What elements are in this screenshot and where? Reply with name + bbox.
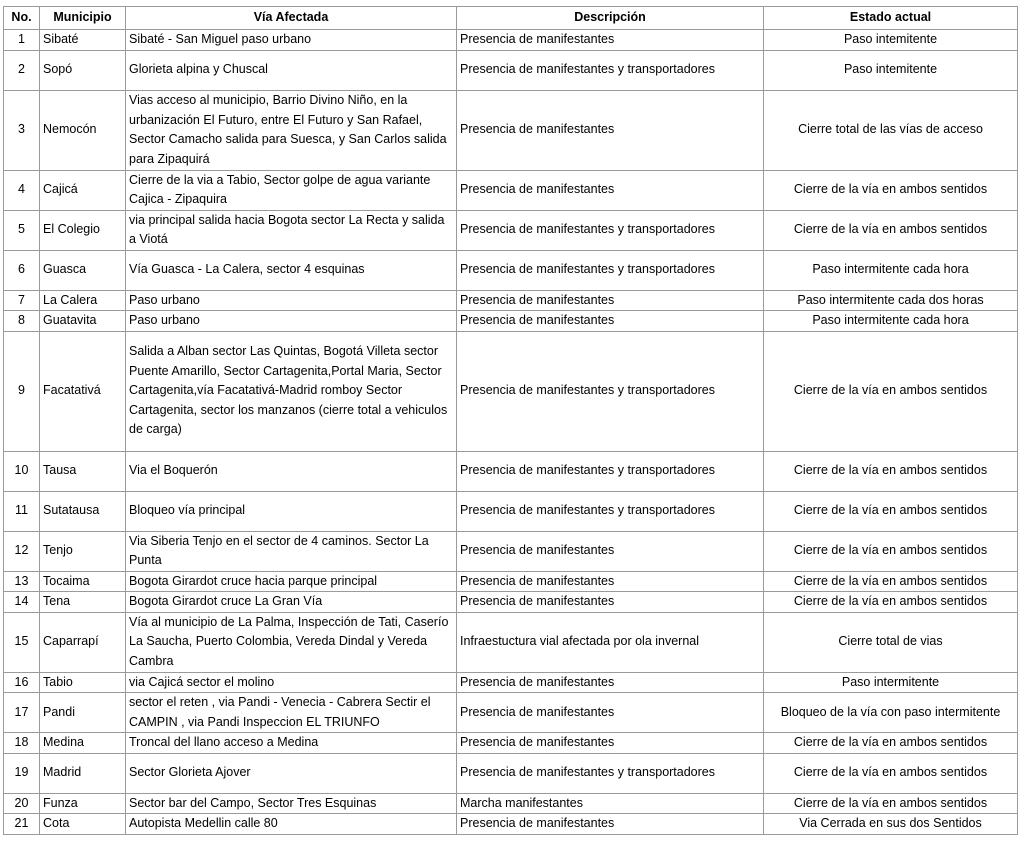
- municipio-cell: Tocaima: [40, 571, 126, 592]
- row-number: 8: [4, 311, 40, 332]
- descripcion-cell: Presencia de manifestantes: [457, 30, 764, 51]
- municipio-cell: Tenjo: [40, 531, 126, 571]
- row-number: 2: [4, 50, 40, 90]
- via-afectada-cell: Paso urbano: [126, 311, 457, 332]
- row-number: 1: [4, 30, 40, 51]
- municipio-cell: Funza: [40, 793, 126, 814]
- table-row: [4, 290, 1018, 311]
- estado-actual-cell: Paso intemitente: [764, 50, 1018, 90]
- estado-actual-cell: Cierre de la vía en ambos sentidos: [764, 210, 1018, 250]
- via-afectada-cell: Salida a Alban sector Las Quintas, Bogotá Villeta sector Puente Amarillo, Sector Cartagenita,Portal Maria, Sector Cartagenita,vía Facatativá-Madrid romboy Sector Cartagenita, sector los manzanos (cierre total a vehiculos de carga): [126, 331, 457, 451]
- estado-actual-cell: Cierre de la vía en ambos sentidos: [764, 571, 1018, 592]
- via-afectada-cell: via Cajicá sector el molino: [126, 672, 457, 693]
- via-afectada-cell: Vía Guasca - La Calera, sector 4 esquinas: [126, 250, 457, 290]
- table-row: [4, 170, 1018, 210]
- table-row: [4, 311, 1018, 332]
- table-body: [4, 30, 1018, 835]
- via-afectada-cell: Vía al municipio de La Palma, Inspección de Tati, Caserío La Saucha, Puerto Colombia, Vereda Dindal y Vereda Cambra: [126, 612, 457, 672]
- estado-actual-cell: Cierre total de las vías de acceso: [764, 90, 1018, 170]
- municipio-cell: Pandi: [40, 693, 126, 733]
- row-number: 15: [4, 612, 40, 672]
- descripcion-cell: Presencia de manifestantes y transportadores: [457, 753, 764, 793]
- estado-actual-cell: Cierre de la vía en ambos sentidos: [764, 592, 1018, 613]
- municipio-cell: Sopó: [40, 50, 126, 90]
- descripcion-cell: Presencia de manifestantes: [457, 693, 764, 733]
- estado-actual-cell: Cierre de la vía en ambos sentidos: [764, 451, 1018, 491]
- municipio-cell: Guasca: [40, 250, 126, 290]
- estado-actual-cell: Bloqueo de la vía con paso intermitente: [764, 693, 1018, 733]
- via-afectada-cell: Paso urbano: [126, 290, 457, 311]
- header-descripcion: Descripción: [457, 7, 764, 30]
- via-afectada-cell: Sector Glorieta Ajover: [126, 753, 457, 793]
- row-number: 13: [4, 571, 40, 592]
- via-afectada-cell: Troncal del llano acceso a Medina: [126, 733, 457, 754]
- estado-actual-cell: Cierre de la vía en ambos sentidos: [764, 331, 1018, 451]
- municipio-cell: Guatavita: [40, 311, 126, 332]
- row-number: 4: [4, 170, 40, 210]
- municipio-cell: Cota: [40, 814, 126, 835]
- estado-actual-cell: Paso intermitente: [764, 672, 1018, 693]
- descripcion-cell: Presencia de manifestantes: [457, 311, 764, 332]
- row-number: 17: [4, 693, 40, 733]
- estado-actual-cell: Paso intermitente cada hora: [764, 311, 1018, 332]
- row-number: 10: [4, 451, 40, 491]
- table-row: [4, 814, 1018, 835]
- estado-actual-cell: Cierre de la vía en ambos sentidos: [764, 793, 1018, 814]
- row-number: 9: [4, 331, 40, 451]
- table-row: [4, 693, 1018, 733]
- descripcion-cell: Presencia de manifestantes: [457, 814, 764, 835]
- row-number: 21: [4, 814, 40, 835]
- municipio-cell: El Colegio: [40, 210, 126, 250]
- descripcion-cell: Presencia de manifestantes: [457, 170, 764, 210]
- estado-actual-cell: Cierre de la vía en ambos sentidos: [764, 491, 1018, 531]
- table-row: [4, 250, 1018, 290]
- road-closures-table: [3, 6, 1018, 835]
- estado-actual-cell: Paso intermitente cada hora: [764, 250, 1018, 290]
- descripcion-cell: Presencia de manifestantes: [457, 571, 764, 592]
- estado-actual-cell: Paso intermitente cada dos horas: [764, 290, 1018, 311]
- via-afectada-cell: Bogota Girardot cruce La Gran Vía: [126, 592, 457, 613]
- row-number: 7: [4, 290, 40, 311]
- row-number: 19: [4, 753, 40, 793]
- estado-actual-cell: Paso intemitente: [764, 30, 1018, 51]
- municipio-cell: Nemocón: [40, 90, 126, 170]
- via-afectada-cell: Sector bar del Campo, Sector Tres Esquinas: [126, 793, 457, 814]
- row-number: 18: [4, 733, 40, 754]
- row-number: 3: [4, 90, 40, 170]
- table-header-row: [4, 7, 1018, 30]
- row-number: 12: [4, 531, 40, 571]
- descripcion-cell: Presencia de manifestantes: [457, 290, 764, 311]
- table-row: [4, 451, 1018, 491]
- row-number: 6: [4, 250, 40, 290]
- estado-actual-cell: Cierre total de vias: [764, 612, 1018, 672]
- municipio-cell: Madrid: [40, 753, 126, 793]
- municipio-cell: Sibaté: [40, 30, 126, 51]
- table-row: [4, 30, 1018, 51]
- header-via-afectada: Vía Afectada: [126, 7, 457, 30]
- header-no: No.: [4, 7, 40, 30]
- table-row: [4, 331, 1018, 451]
- via-afectada-cell: Via el Boquerón: [126, 451, 457, 491]
- via-afectada-cell: Bloqueo vía principal: [126, 491, 457, 531]
- municipio-cell: Tausa: [40, 451, 126, 491]
- municipio-cell: La Calera: [40, 290, 126, 311]
- municipio-cell: Facatativá: [40, 331, 126, 451]
- estado-actual-cell: Cierre de la vía en ambos sentidos: [764, 733, 1018, 754]
- estado-actual-cell: Cierre de la vía en ambos sentidos: [764, 170, 1018, 210]
- via-afectada-cell: sector el reten , via Pandi - Venecia - Cabrera Sectir el CAMPIN , via Pandi Inspeccion EL TRIUNFO: [126, 693, 457, 733]
- row-number: 11: [4, 491, 40, 531]
- descripcion-cell: Infraestuctura vial afectada por ola invernal: [457, 612, 764, 672]
- descripcion-cell: Presencia de manifestantes y transportadores: [457, 331, 764, 451]
- via-afectada-cell: Vias acceso al municipio, Barrio Divino Niño, en la urbanización El Futuro, entre El Futuro y San Rafael, Sector Camacho salida para Suesca, y San Carlos salida para Zipaquirá: [126, 90, 457, 170]
- table-row: [4, 793, 1018, 814]
- table-row: [4, 571, 1018, 592]
- municipio-cell: Medina: [40, 733, 126, 754]
- row-number: 5: [4, 210, 40, 250]
- municipio-cell: Cajicá: [40, 170, 126, 210]
- table-row: [4, 50, 1018, 90]
- via-afectada-cell: Sibaté - San Miguel paso urbano: [126, 30, 457, 51]
- header-municipio: Municipio: [40, 7, 126, 30]
- estado-actual-cell: Cierre de la vía en ambos sentidos: [764, 531, 1018, 571]
- descripcion-cell: Presencia de manifestantes y transportadores: [457, 491, 764, 531]
- municipio-cell: Tabio: [40, 672, 126, 693]
- row-number: 20: [4, 793, 40, 814]
- via-afectada-cell: Glorieta alpina y Chuscal: [126, 50, 457, 90]
- via-afectada-cell: Via Siberia Tenjo en el sector de 4 caminos. Sector La Punta: [126, 531, 457, 571]
- row-number: 16: [4, 672, 40, 693]
- descripcion-cell: Presencia de manifestantes: [457, 733, 764, 754]
- descripcion-cell: Presencia de manifestantes y transportadores: [457, 50, 764, 90]
- descripcion-cell: Presencia de manifestantes: [457, 90, 764, 170]
- descripcion-cell: Presencia de manifestantes: [457, 531, 764, 571]
- via-afectada-cell: Autopista Medellin calle 80: [126, 814, 457, 835]
- municipio-cell: Sutatausa: [40, 491, 126, 531]
- table-row: [4, 672, 1018, 693]
- descripcion-cell: Presencia de manifestantes: [457, 592, 764, 613]
- descripcion-cell: Marcha manifestantes: [457, 793, 764, 814]
- descripcion-cell: Presencia de manifestantes y transportadores: [457, 451, 764, 491]
- table-row: [4, 733, 1018, 754]
- header-estado-actual: Estado actual: [764, 7, 1018, 30]
- via-afectada-cell: via principal salida hacia Bogota sector La Recta y salida a Viotá: [126, 210, 457, 250]
- row-number: 14: [4, 592, 40, 613]
- estado-actual-cell: Via Cerrada en sus dos Sentidos: [764, 814, 1018, 835]
- municipio-cell: Caparrapí: [40, 612, 126, 672]
- via-afectada-cell: Cierre de la via a Tabio, Sector golpe de agua variante Cajica - Zipaquira: [126, 170, 457, 210]
- table-row: [4, 491, 1018, 531]
- descripcion-cell: Presencia de manifestantes y transportadores: [457, 250, 764, 290]
- descripcion-cell: Presencia de manifestantes: [457, 672, 764, 693]
- table-row: [4, 90, 1018, 170]
- estado-actual-cell: Cierre de la vía en ambos sentidos: [764, 753, 1018, 793]
- table-row: [4, 531, 1018, 571]
- table-row: [4, 592, 1018, 613]
- descripcion-cell: Presencia de manifestantes y transportadores: [457, 210, 764, 250]
- municipio-cell: Tena: [40, 592, 126, 613]
- table-row: [4, 753, 1018, 793]
- table-row: [4, 210, 1018, 250]
- table-row: [4, 612, 1018, 672]
- via-afectada-cell: Bogota Girardot cruce hacia parque principal: [126, 571, 457, 592]
